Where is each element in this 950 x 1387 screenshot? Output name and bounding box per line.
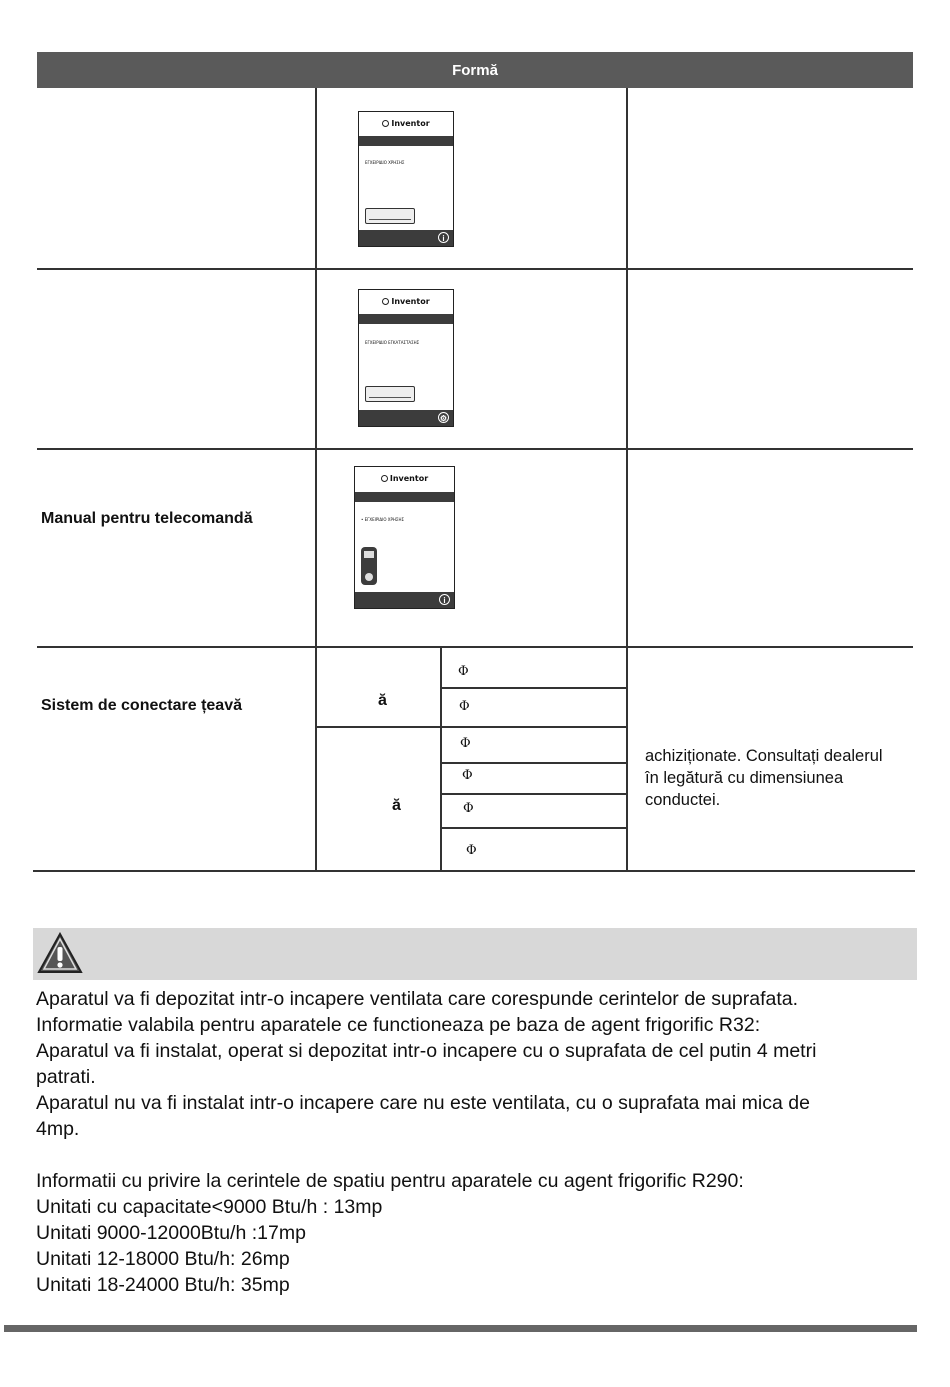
air-conditioner-icon xyxy=(365,208,415,224)
install-manual-thumbnail xyxy=(358,289,454,427)
booklet-footer xyxy=(359,230,453,246)
remote-control-icon xyxy=(361,547,377,585)
warning-line: Unitati 9000-12000Btu/h :17mp xyxy=(36,1222,306,1244)
booklet-title: ΕΓΧΕΙΡΙΔΙΟ ΧΡΗΣΗΣ xyxy=(365,160,405,165)
pipe-note xyxy=(645,745,883,811)
warning-bar xyxy=(33,928,917,980)
booklet-band xyxy=(355,492,454,502)
booklet-title: ΕΓΧΕΙΡΙΔΙΟ ΕΓΚΑΤΑΣΤΑΣΗΣ xyxy=(365,340,420,345)
user-manual-thumbnail xyxy=(358,111,454,247)
table-bottom-border xyxy=(33,870,915,872)
warning-line: Aparatul va fi instalat, operat si depozitat intr-o incapere cu o suprafata de cel putin 4 metri xyxy=(36,1040,817,1062)
sub-row-divider xyxy=(440,762,627,764)
warning-line: 4mp. xyxy=(36,1118,80,1140)
column-divider xyxy=(440,646,442,872)
warning-line: patrati. xyxy=(36,1066,96,1088)
diameter-symbol: Φ xyxy=(463,801,474,816)
pipe-group-label: ă xyxy=(392,797,401,814)
footer-divider xyxy=(4,1325,917,1332)
logo-icon xyxy=(382,120,389,127)
warning-line: Unitati cu capacitate<9000 Btu/h : 13mp xyxy=(36,1196,383,1218)
row-divider xyxy=(37,448,913,450)
booklet-band xyxy=(359,314,453,324)
table-header xyxy=(37,52,913,88)
pipe-system-label: Sistem de conectare țeavă xyxy=(41,697,242,714)
warning-line: Unitati 18-24000 Btu/h: 35mp xyxy=(36,1274,290,1296)
booklet-footer xyxy=(355,592,454,608)
table-header-label: Formă xyxy=(452,61,498,79)
warning-line: Unitati 12-18000 Btu/h: 26mp xyxy=(36,1248,290,1270)
logo-icon xyxy=(381,475,388,482)
info-icon: i xyxy=(438,232,449,243)
diameter-symbol: Φ xyxy=(462,768,473,783)
diameter-symbol: Φ xyxy=(459,699,470,714)
brand-logo: Inventor xyxy=(359,119,453,128)
note-line: în legătură cu dimensiunea xyxy=(645,769,844,787)
warning-line: Aparatul nu va fi instalat intr-o incapere care nu este ventilata, cu o suprafata mai mica de xyxy=(36,1092,810,1114)
remote-manual-label: Manual pentru telecomandă xyxy=(41,510,253,527)
column-divider xyxy=(315,88,317,872)
logo-icon xyxy=(382,298,389,305)
warning-line: Informatie valabila pentru aparatele ce functioneaza pe baza de agent frigorific R32: xyxy=(36,1014,761,1036)
sub-row-divider xyxy=(315,726,627,728)
warning-line: Aparatul va fi depozitat intr-o incapere ventilata care corespunde cerintelor de suprafata. xyxy=(36,988,799,1010)
booklet-footer xyxy=(359,410,453,426)
warning-line: Informatii cu privire la cerintele de spatiu pentru aparatele cu agent frigorific R290: xyxy=(36,1170,744,1192)
diameter-symbol: Φ xyxy=(466,843,477,858)
note-line: conductei. xyxy=(645,791,721,809)
air-conditioner-icon xyxy=(365,386,415,402)
pipe-group-label: ă xyxy=(378,692,387,709)
brand-logo: Inventor xyxy=(359,297,453,306)
column-divider xyxy=(626,88,628,872)
wrench-icon: ⚙ xyxy=(439,414,448,423)
brand-logo: Inventor xyxy=(355,474,454,483)
sub-row-divider xyxy=(440,687,627,689)
diameter-symbol: Φ xyxy=(460,736,471,751)
booklet-band xyxy=(359,136,453,146)
note-line: achiziționate. Consultați dealerul xyxy=(645,747,883,765)
booklet-title: • ΕΓΧΕΙΡΙΔΙΟ ΧΡΗΣΗΣ xyxy=(361,517,404,522)
sub-row-divider xyxy=(440,793,627,795)
warning-triangle-icon xyxy=(37,932,83,974)
remote-manual-thumbnail xyxy=(354,466,455,609)
sub-row-divider xyxy=(440,827,627,829)
info-icon: i xyxy=(439,594,450,605)
diameter-symbol: Φ xyxy=(458,664,469,679)
row-divider xyxy=(37,646,913,648)
row-divider xyxy=(37,268,913,270)
